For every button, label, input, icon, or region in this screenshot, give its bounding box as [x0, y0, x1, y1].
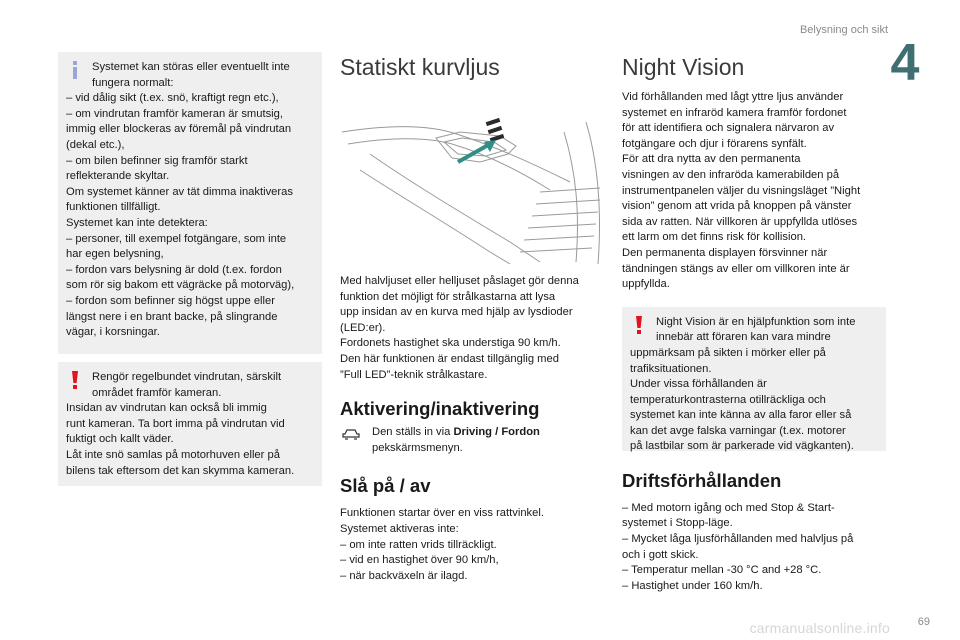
night-vision-description — [622, 90, 886, 293]
warning-line: Insidan av vindrutan kan också bli immig — [66, 402, 267, 415]
warning-line: Night Vision är en hjälpfunktion som inte — [656, 315, 856, 328]
body-line: uppfyllda. — [622, 278, 670, 291]
warning-line: runt kameran. Ta bort imma på vindrutan vid — [66, 417, 285, 430]
column-right — [622, 52, 886, 594]
body-line: – om inte ratten vrids tillräckligt. — [340, 538, 497, 551]
info-line: – om vindrutan framför kameran är smutsig, — [66, 107, 283, 120]
body-line: ”Full LED”-teknik strålkastare. — [340, 368, 488, 381]
info-line: som rör sig bakom ett vägräcke på motorväg), — [66, 279, 295, 292]
section-title-night-vision: Night Vision — [622, 54, 745, 80]
info-line: Systemet kan inte detektera: — [66, 216, 208, 229]
info-line: immig eller blockeras av föremål på vindrutan — [66, 123, 292, 136]
warning-line: innebär att föraren kan vara mindre — [656, 331, 831, 344]
body-line: och i gott skick. — [622, 548, 699, 561]
body-line: Funktionen startar över en viss rattvinkel. — [340, 507, 544, 520]
body-line: (LED:er). — [340, 321, 386, 334]
body-line: – Mycket låga ljusförhållanden med halvljus på — [622, 532, 854, 545]
body-line: fotgängare och djur i förarens synfält. — [622, 137, 807, 150]
body-line: för att identifiera och signalera närvaron av — [622, 122, 835, 135]
headlight-illustration — [340, 92, 602, 264]
info-line: (dekal etc.), — [66, 138, 125, 151]
chapter-number: 4 — [890, 34, 920, 92]
instruction-suffix: pekskärmsmenyn. — [372, 441, 463, 454]
body-line: funktion det möjligt för strålkastarna att lysa — [340, 290, 556, 303]
info-line: Systemet kan störas eller eventuellt inte — [92, 61, 290, 73]
page-number: 69 — [917, 616, 930, 628]
warning-box — [58, 362, 322, 486]
info-line: längst nere i en brant backe, på slingrande — [66, 310, 278, 323]
body-line: Med halvljuset eller helljuset påslaget gör denna — [340, 275, 579, 287]
warning-line: Under vissa förhållanden är — [630, 378, 767, 391]
body-line: Den här funktionen är endast tillgänglig med — [340, 352, 559, 365]
warning-line: fuktigt och kallt väder. — [66, 433, 174, 446]
warning-icon — [632, 316, 646, 334]
info-line: reflekterande skyltar. — [66, 170, 170, 183]
warning-line: området framför kameran. — [92, 386, 222, 399]
body-line: vision” genom att vrida på knoppen på vänster — [622, 200, 852, 213]
body-line: – Temperatur mellan -30 °C and +28 °C. — [622, 564, 822, 577]
on-off-description — [340, 506, 602, 584]
body-line: upp insidan av en kurva med hjälp av lysdioder — [340, 306, 573, 319]
instruction-prefix: Den ställs in via — [372, 426, 454, 439]
menu-path: Driving / Fordon — [453, 426, 540, 439]
body-line: visningen av den infraröda kamerabilden på — [622, 168, 840, 181]
body-line: tändningen stängs av eller om villkoren inte är — [622, 262, 850, 275]
subsection-title-operating-conditions: Driftsförhållanden — [622, 469, 782, 491]
body-line: Fordonets hastighet ska understiga 90 km/h. — [340, 337, 561, 350]
subsection-title-activation: Aktivering/inaktivering — [340, 398, 540, 420]
activation-instruction — [340, 425, 602, 456]
warning-line: temperaturkontrasterna otillräckliga och — [630, 393, 826, 406]
info-line: – vid dålig sikt (t.ex. snö, kraftigt regn etc.), — [66, 92, 279, 105]
warning-line: på lastbilar som är parkerade vid vägkanten). — [630, 440, 854, 453]
static-cornering-light-description — [340, 274, 602, 383]
body-line: – Hastighet under 160 km/h. — [622, 579, 763, 592]
info-line: Om systemet känner av tät dimma inaktiveras — [66, 185, 293, 198]
section-title-static-cornering-light: Statiskt kurvljus — [340, 54, 500, 80]
body-line: Systemet aktiveras inte: — [340, 522, 459, 535]
info-line: funktionen tillfälligt. — [66, 201, 161, 214]
column-middle — [340, 52, 602, 584]
info-line: – om bilen befinner sig framför starkt — [66, 154, 248, 167]
body-line: Vid förhållanden med lågt yttre ljus använder — [622, 91, 844, 103]
warning-line: uppmärksam på sikten i mörker eller på — [630, 346, 826, 359]
info-line: vägar, i korsningar. — [66, 326, 160, 339]
header-section-title: Belysning och sikt — [799, 24, 888, 36]
info-line: har egen belysning, — [66, 248, 164, 261]
warning-icon — [68, 371, 82, 389]
body-line: sida av ratten. När villkoren är uppfyllda utlöses — [622, 215, 858, 228]
body-line: systemet i Stopp-läge. — [622, 517, 733, 530]
warning-line: kan det avge falska varningar (t.ex. motorer — [630, 424, 846, 437]
info-line: – fordon som befinner sig högst uppe eller — [66, 294, 275, 307]
info-line: – fordon vars belysning är dold (t.ex. fordon — [66, 263, 282, 276]
info-line: – personer, till exempel fotgängare, som inte — [66, 232, 287, 245]
warning-line: Låt inte snö samlas på motorhuven eller på — [66, 448, 280, 461]
info-line: fungera normalt: — [92, 76, 174, 89]
operating-conditions-list — [622, 501, 886, 595]
body-line: – när backväxeln är ilagd. — [340, 569, 468, 582]
body-line: systemet en infraröd kamera framför fordonet — [622, 106, 847, 119]
body-line: Den permanenta displayen försvinner när — [622, 246, 828, 259]
body-line: – Med motorn igång och med Stop & Start- — [622, 501, 835, 514]
body-line: instrumentpanelen väljer du visningsläget ”Night — [622, 184, 861, 197]
column-left — [58, 52, 322, 486]
watermark: carmanualsonline.info — [749, 620, 890, 636]
body-line: – vid en hastighet över 90 km/h, — [340, 554, 499, 567]
car-settings-icon — [342, 428, 360, 440]
warning-line: bilens tak eftersom det kan skymma kameran. — [66, 464, 295, 477]
warning-line: trafiksituationen. — [630, 362, 712, 375]
warning-line: Rengör regelbundet vindrutan, särskilt — [92, 371, 282, 383]
subsection-title-on-off: Slå på / av — [340, 475, 431, 497]
body-line: ett larm om det finns risk för kollision. — [622, 231, 807, 244]
warning-box — [622, 307, 886, 451]
info-box — [58, 52, 322, 354]
info-icon — [68, 61, 82, 79]
body-line: För att dra nytta av den permanenta — [622, 153, 801, 166]
warning-line: systemet kan inte känna av alla faror eller så — [630, 409, 852, 422]
